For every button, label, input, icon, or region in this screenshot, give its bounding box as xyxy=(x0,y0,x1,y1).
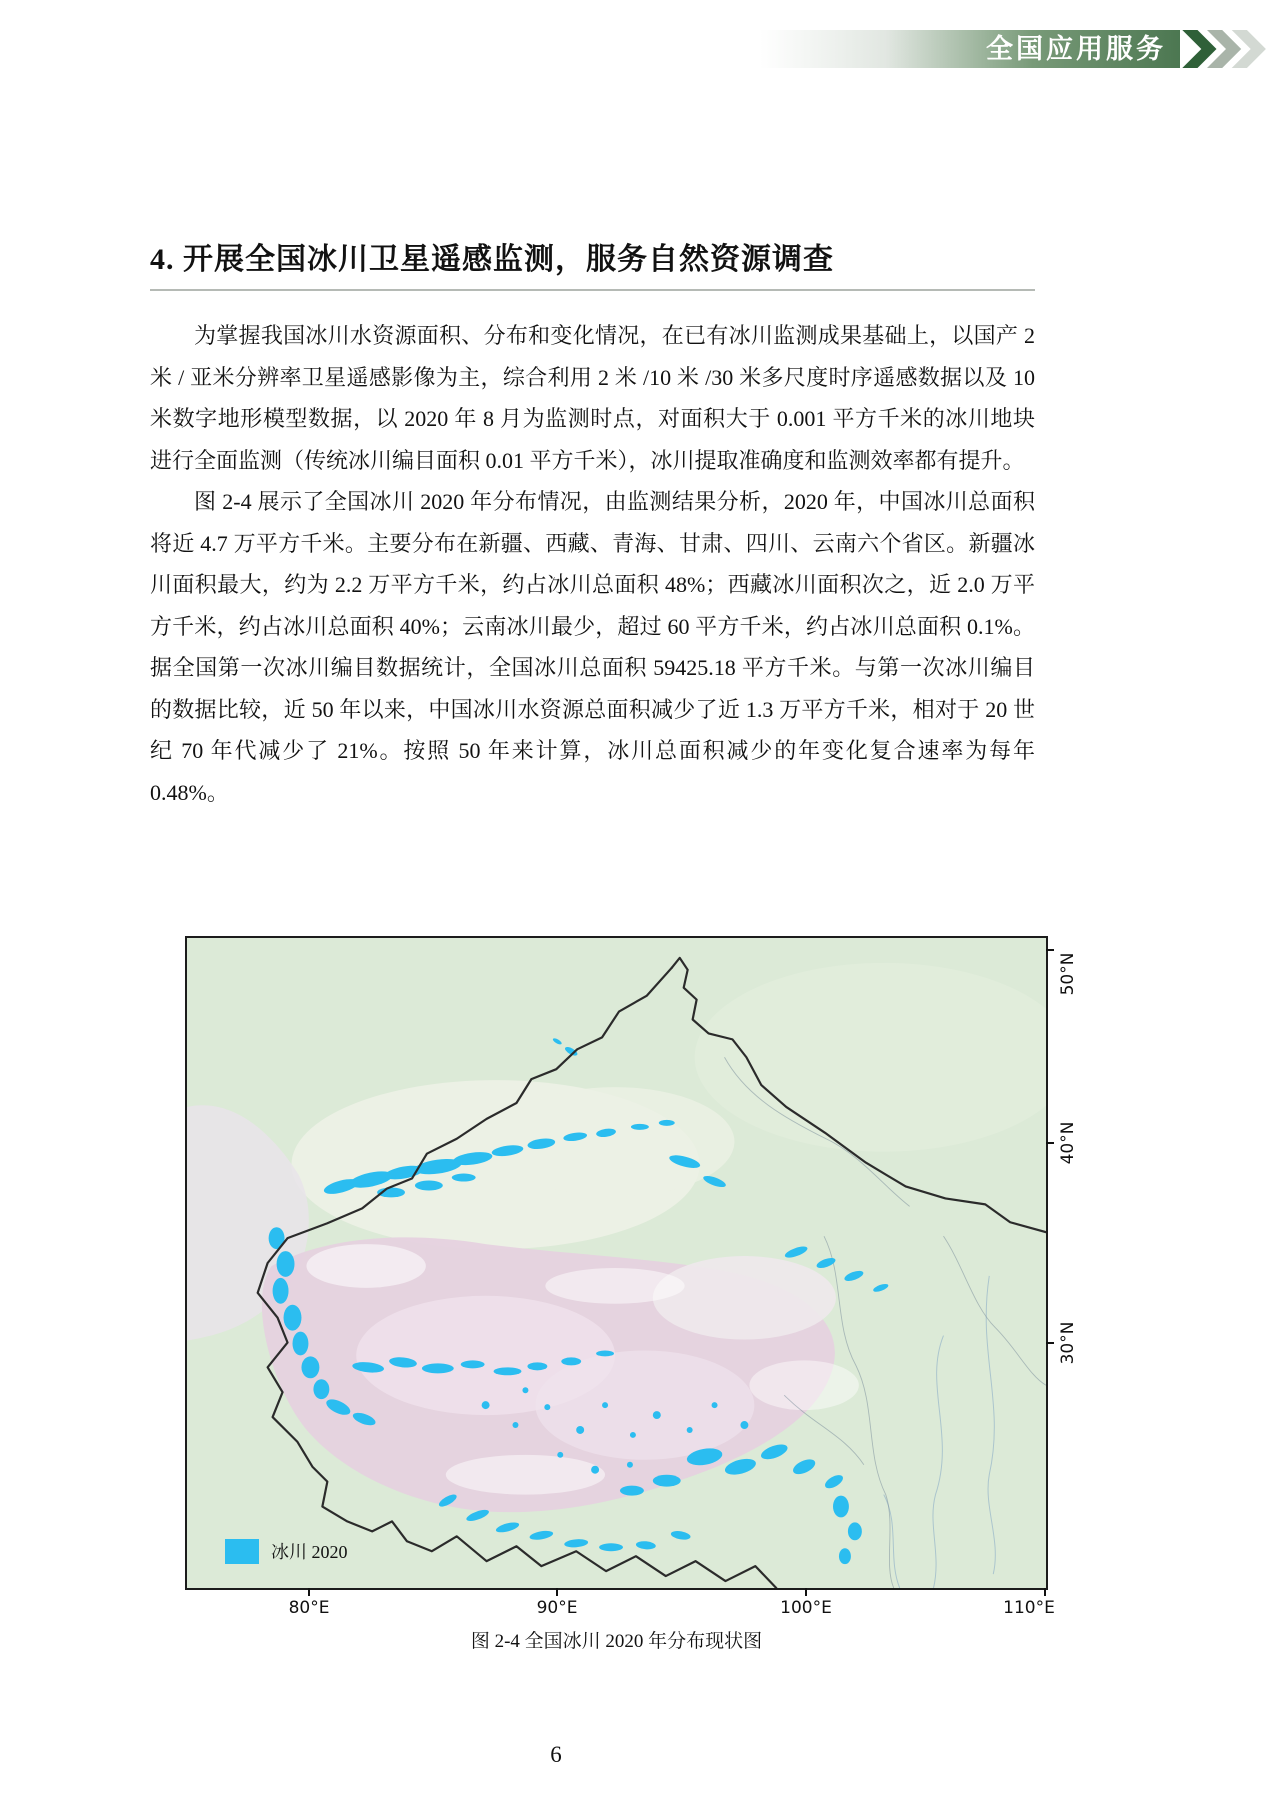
axis-tick xyxy=(1046,1142,1054,1144)
section-heading: 4. 开展全国冰川卫星遥感监测，服务自然资源调查 xyxy=(150,240,1035,291)
glacier-legend-swatch xyxy=(225,1539,259,1564)
chevrons-icon xyxy=(1180,30,1272,68)
x-tick-label: 100°E xyxy=(780,1598,832,1618)
y-tick-label: 40°N xyxy=(1058,1121,1078,1165)
figure-caption: 图 2-4 全国冰川 2020 年分布现状图 xyxy=(470,1631,763,1652)
china-glacier-map xyxy=(185,936,1078,1618)
axis-tick xyxy=(1046,949,1054,951)
axis-tick xyxy=(805,1588,807,1596)
axis-tick xyxy=(1046,1342,1054,1344)
page-number: 6 xyxy=(550,1742,562,1767)
paragraph-1: 为掌握我国冰川水资源面积、分布和变化情况，在已有冰川监测成果基础上，以国产 2 米 / 亚米分辨率卫星遥感影像为主，综合利用 2 米 /10 米 /30 米多尺度时序遥感数据以及 10 米数字地形模型数据，以 2020 年 8 月为监测时点，对面积大于 0.001 平方千米的冰川地块进行全面监测（传统冰川编目面积 0.01 平方千米），冰川提取准确度和监测效率都有提升。 xyxy=(150,323,1035,473)
glacier-legend-label: 冰川 2020 xyxy=(271,1542,348,1562)
header-title: 全国应用服务 xyxy=(986,34,1166,64)
paragraph-2: 图 2-4 展示了全国冰川 2020 年分布情况，由监测结果分析，2020 年，中国冰川总面积将近 4.7 万平方千米。主要分布在新疆、西藏、青海、甘肃、四川、云南六个省区。新疆冰川面积最大，约为 2.2 万平方千米，约占冰川总面积 48%；西藏冰川面积次之，近 2.0 万平方千米，约占冰川总面积 40%；云南冰川最少，超过 60 平方千米，约占冰川总面积 0.1%。据全国第一次冰川编目数据统计，全国冰川总面积 59425.18 平方千米。与第一次冰川编目的数据比较，近 50 年以来，中国冰川水资源总面积减少了近 1.3 万平方千米，相对于 20 世纪 70 年代减少了 21%。按照 50 年来计算，冰川总面积减少的年变化复合速率为每年 0.48%。 xyxy=(150,489,1035,805)
axis-tick xyxy=(556,1588,558,1596)
map-image xyxy=(187,938,1046,1588)
section-content xyxy=(150,240,1035,813)
x-tick-label: 90°E xyxy=(536,1598,578,1618)
y-tick-label: 30°N xyxy=(1058,1321,1078,1365)
map-legend xyxy=(225,1538,348,1564)
y-tick-label: 50°N xyxy=(1058,952,1078,996)
x-tick-label: 80°E xyxy=(288,1598,330,1618)
x-tick-label: 110°E xyxy=(1003,1598,1055,1618)
axis-tick xyxy=(1044,1588,1046,1596)
header-banner xyxy=(760,30,1180,68)
axis-tick xyxy=(308,1588,310,1596)
